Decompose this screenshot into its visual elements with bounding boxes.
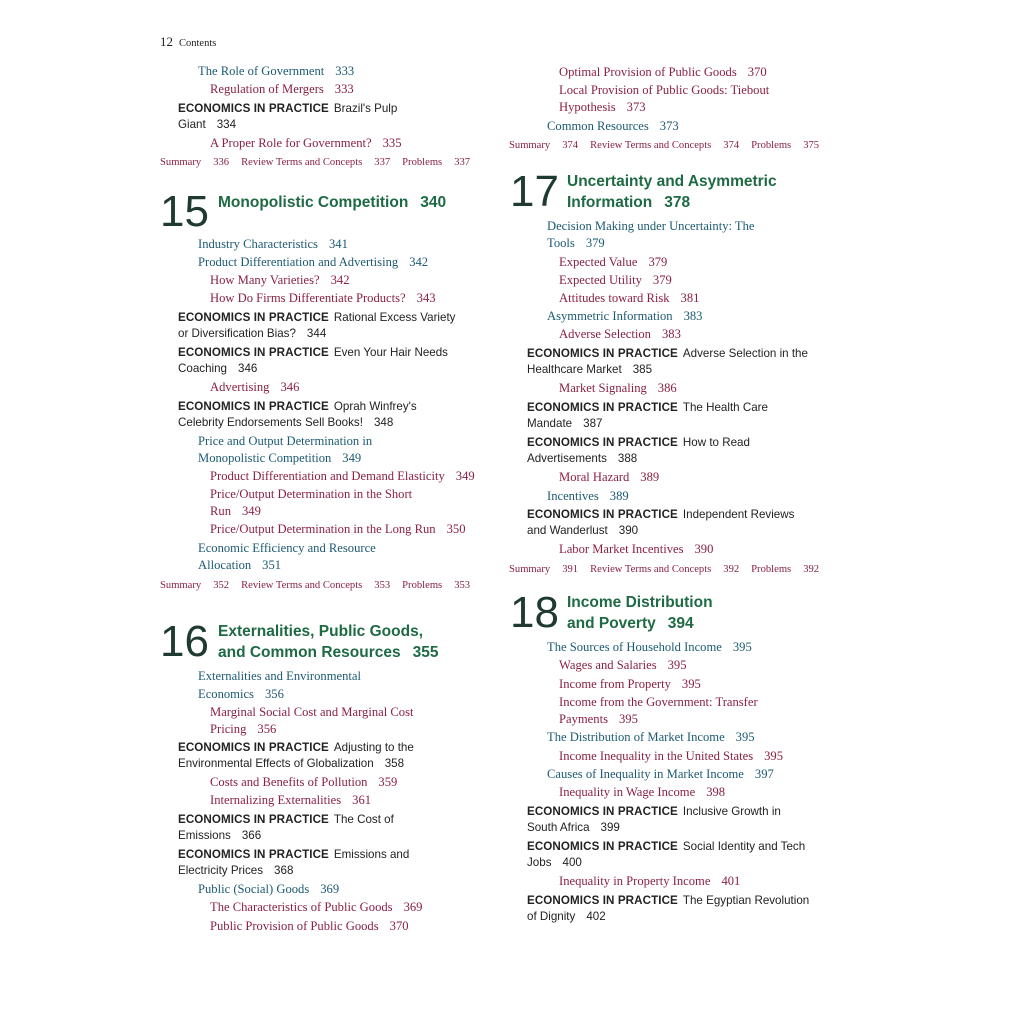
toc-entry-income-property[interactable]: Income from Property 395 <box>559 677 701 691</box>
toc-entry-price-output-line2[interactable]: Monopolistic Competition 349 <box>198 451 362 465</box>
toc-entry-causes-inequality[interactable]: Causes of Inequality in Market Income 397 <box>547 767 774 781</box>
toc-entry-adverse-selection[interactable]: Adverse Selection 383 <box>559 327 681 341</box>
toc-entry-short-run-line2[interactable]: Run 349 <box>210 504 261 518</box>
toc-entry-public-provision[interactable]: Public Provision of Public Goods 370 <box>210 919 409 933</box>
toc-entry-marginal-line2[interactable]: Pricing 356 <box>210 722 277 736</box>
eip-egypt-line2[interactable]: of Dignity 402 <box>527 910 606 923</box>
eip-healthcare-line1[interactable]: ECONOMICS IN PRACTICE Adverse Selection in the <box>527 347 808 360</box>
toc-entry-property-inequality[interactable]: Inequality in Property Income 401 <box>559 874 741 888</box>
eip-hair-line2[interactable]: Coaching 346 <box>178 362 258 375</box>
eip-excess-variety-line1[interactable]: ECONOMICS IN PRACTICE Rational Excess Variety <box>178 311 456 324</box>
toc-entry-transfer-line1[interactable]: Income from the Government: Transfer <box>559 695 758 709</box>
toc-entry-market-signaling[interactable]: Market Signaling 386 <box>559 381 677 395</box>
toc-entry-public-goods[interactable]: Public (Social) Goods 369 <box>198 882 340 896</box>
toc-entry-optimal-provision[interactable]: Optimal Provision of Public Goods 370 <box>559 65 767 79</box>
page-header <box>160 34 216 50</box>
toc-entry-demand-elasticity[interactable]: Product Differentiation and Demand Elasticity 349 <box>210 469 475 483</box>
toc-entry-incentives[interactable]: Incentives 389 <box>547 489 629 503</box>
eip-tech-jobs-line1[interactable]: ECONOMICS IN PRACTICE Social Identity and Tech <box>527 840 806 853</box>
toc-entry-decision-line2[interactable]: Tools 379 <box>547 236 605 250</box>
toc-entry-common-resources[interactable]: Common Resources 373 <box>547 119 679 133</box>
toc-entry-firms-differentiate[interactable]: How Do Firms Differentiate Products? 343 <box>210 291 436 305</box>
eip-electricity-line1[interactable]: ECONOMICS IN PRACTICE Emissions and <box>178 848 410 861</box>
toc-entry-wage-inequality[interactable]: Inequality in Wage Income 398 <box>559 785 726 799</box>
toc-entry-distribution[interactable]: The Distribution of Market Income 395 <box>547 730 755 744</box>
toc-entry-ext-env-line1[interactable]: Externalities and Environmental <box>198 669 361 683</box>
toc-entry-asymmetric-info[interactable]: Asymmetric Information 383 <box>547 309 703 323</box>
eip-electricity-line2[interactable]: Electricity Prices 368 <box>178 864 294 877</box>
eip-wanderlust-line2[interactable]: and Wanderlust 390 <box>527 524 639 537</box>
eip-south-africa-line2[interactable]: South Africa 399 <box>527 821 620 834</box>
toc-entry-role-of-government[interactable]: The Role of Government 333 <box>198 64 355 78</box>
toc-entry-internalizing[interactable]: Internalizing Externalities 361 <box>210 793 372 807</box>
toc-entry-costs-benefits[interactable]: Costs and Benefits of Pollution 359 <box>210 775 398 789</box>
toc-entry-long-run[interactable]: Price/Output Determination in the Long Run 350 <box>210 522 466 536</box>
eip-brazil-line2[interactable]: Giant 334 <box>178 118 237 131</box>
chapter-title-16-line1[interactable]: Externalities, Public Goods, <box>218 623 423 640</box>
toc-entry-regulation-of-mergers[interactable]: Regulation of Mergers 333 <box>210 82 354 96</box>
toc-entry-moral-hazard[interactable]: Moral Hazard 389 <box>559 470 660 484</box>
eip-tech-jobs-line2[interactable]: Jobs 400 <box>527 856 582 869</box>
toc-entry-price-output-line1[interactable]: Price and Output Determination in <box>198 434 373 448</box>
chapter-title-16-line2[interactable]: and Common Resources 355 <box>218 644 439 661</box>
toc-entry-expected-utility[interactable]: Expected Utility 379 <box>559 273 672 287</box>
toc-entry-expected-value[interactable]: Expected Value 379 <box>559 255 668 269</box>
eip-excess-variety-line2[interactable]: or Diversification Bias? 344 <box>178 327 327 340</box>
eip-globalization-line2[interactable]: Environmental Effects of Globalization 358 <box>178 757 405 770</box>
eip-health-care-mandate-line2[interactable]: Mandate 387 <box>527 417 603 430</box>
toc-entry-labor-incentives[interactable]: Labor Market Incentives 390 <box>559 542 714 556</box>
chapter-title-17-line1[interactable]: Uncertainty and Asymmetric <box>567 173 777 190</box>
toc-entry-how-many-varieties[interactable]: How Many Varieties? 342 <box>210 273 350 287</box>
toc-entry-attitudes-risk[interactable]: Attitudes toward Risk 381 <box>559 291 700 305</box>
eip-oprah-line1[interactable]: ECONOMICS IN PRACTICE Oprah Winfrey's <box>178 400 417 413</box>
toc-entry-marginal-line1[interactable]: Marginal Social Cost and Marginal Cost <box>210 705 414 719</box>
eip-cost-emissions-line2[interactable]: Emissions 366 <box>178 829 262 842</box>
eip-wanderlust-line1[interactable]: ECONOMICS IN PRACTICE Independent Reviews <box>527 508 795 521</box>
summary-line-ch16[interactable]: Summary 374 Review Terms and Concepts 374 Problems 375 <box>509 140 820 151</box>
chapter-number-17: 17 <box>510 167 559 216</box>
eip-read-ads-line1[interactable]: ECONOMICS IN PRACTICE How to Read <box>527 436 750 449</box>
summary-line-ch14[interactable]: Summary 336 Review Terms and Concepts 337 Problems 337 <box>160 157 471 168</box>
eip-read-ads-line2[interactable]: Advertisements 388 <box>527 452 638 465</box>
toc-entry-efficiency-line2[interactable]: Allocation 351 <box>198 558 282 572</box>
summary-line-ch17[interactable]: Summary 391 Review Terms and Concepts 392 Problems 392 <box>509 564 820 575</box>
toc-entry-inequality-us[interactable]: Income Inequality in the United States 395 <box>559 749 783 763</box>
chapter-title-17-line2[interactable]: Information 378 <box>567 194 691 211</box>
chapter-title-15[interactable]: Monopolistic Competition 340 <box>218 194 447 211</box>
eip-healthcare-line2[interactable]: Healthcare Market 385 <box>527 363 653 376</box>
toc-entry-advertising[interactable]: Advertising 346 <box>210 380 300 394</box>
chapter-number-16: 16 <box>160 617 209 666</box>
eip-south-africa-line1[interactable]: ECONOMICS IN PRACTICE Inclusive Growth in <box>527 805 781 818</box>
toc-entry-decision-line1[interactable]: Decision Making under Uncertainty: The <box>547 219 755 233</box>
eip-health-care-mandate-line1[interactable]: ECONOMICS IN PRACTICE The Health Care <box>527 401 768 414</box>
page-number: 12 <box>160 34 173 49</box>
eip-globalization-line1[interactable]: ECONOMICS IN PRACTICE Adjusting to the <box>178 741 414 754</box>
chapter-number-18: 18 <box>510 588 559 637</box>
toc-entry-ext-env-line2[interactable]: Economics 356 <box>198 687 284 701</box>
toc-entry-efficiency-line1[interactable]: Economic Efficiency and Resource <box>198 541 376 555</box>
toc-entry-industry-characteristics[interactable]: Industry Characteristics 341 <box>198 237 348 251</box>
toc-entry-characteristics[interactable]: The Characteristics of Public Goods 369 <box>210 900 423 914</box>
header-label: Contents <box>179 38 217 49</box>
chapter-title-18-line1[interactable]: Income Distribution <box>567 594 713 611</box>
toc-entry-tiebout-line2[interactable]: Hypothesis 373 <box>559 100 646 114</box>
toc-entry-wages[interactable]: Wages and Salaries 395 <box>559 658 687 672</box>
eip-cost-emissions-line1[interactable]: ECONOMICS IN PRACTICE The Cost of <box>178 813 394 826</box>
chapter-title-18-line2[interactable]: and Poverty 394 <box>567 615 694 632</box>
toc-entry-transfer-line2[interactable]: Payments 395 <box>559 712 638 726</box>
toc-entry-short-run-line1[interactable]: Price/Output Determination in the Short <box>210 487 413 501</box>
toc-entry-sources-income[interactable]: The Sources of Household Income 395 <box>547 640 752 654</box>
eip-hair-line1[interactable]: ECONOMICS IN PRACTICE Even Your Hair Needs <box>178 346 448 359</box>
toc-entry-product-differentiation[interactable]: Product Differentiation and Advertising 342 <box>198 255 429 269</box>
chapter-number-15: 15 <box>160 187 209 236</box>
eip-brazil-line1[interactable]: ECONOMICS IN PRACTICE Brazil's Pulp <box>178 102 398 115</box>
eip-oprah-line2[interactable]: Celebrity Endorsements Sell Books! 348 <box>178 416 394 429</box>
eip-egypt-line1[interactable]: ECONOMICS IN PRACTICE The Egyptian Revolution <box>527 894 810 907</box>
toc-entry-tiebout-line1[interactable]: Local Provision of Public Goods: Tiebout <box>559 83 770 97</box>
toc-entry-proper-role[interactable]: A Proper Role for Government? 335 <box>210 136 402 150</box>
summary-line-ch15[interactable]: Summary 352 Review Terms and Concepts 353 Problems 353 <box>160 580 471 591</box>
